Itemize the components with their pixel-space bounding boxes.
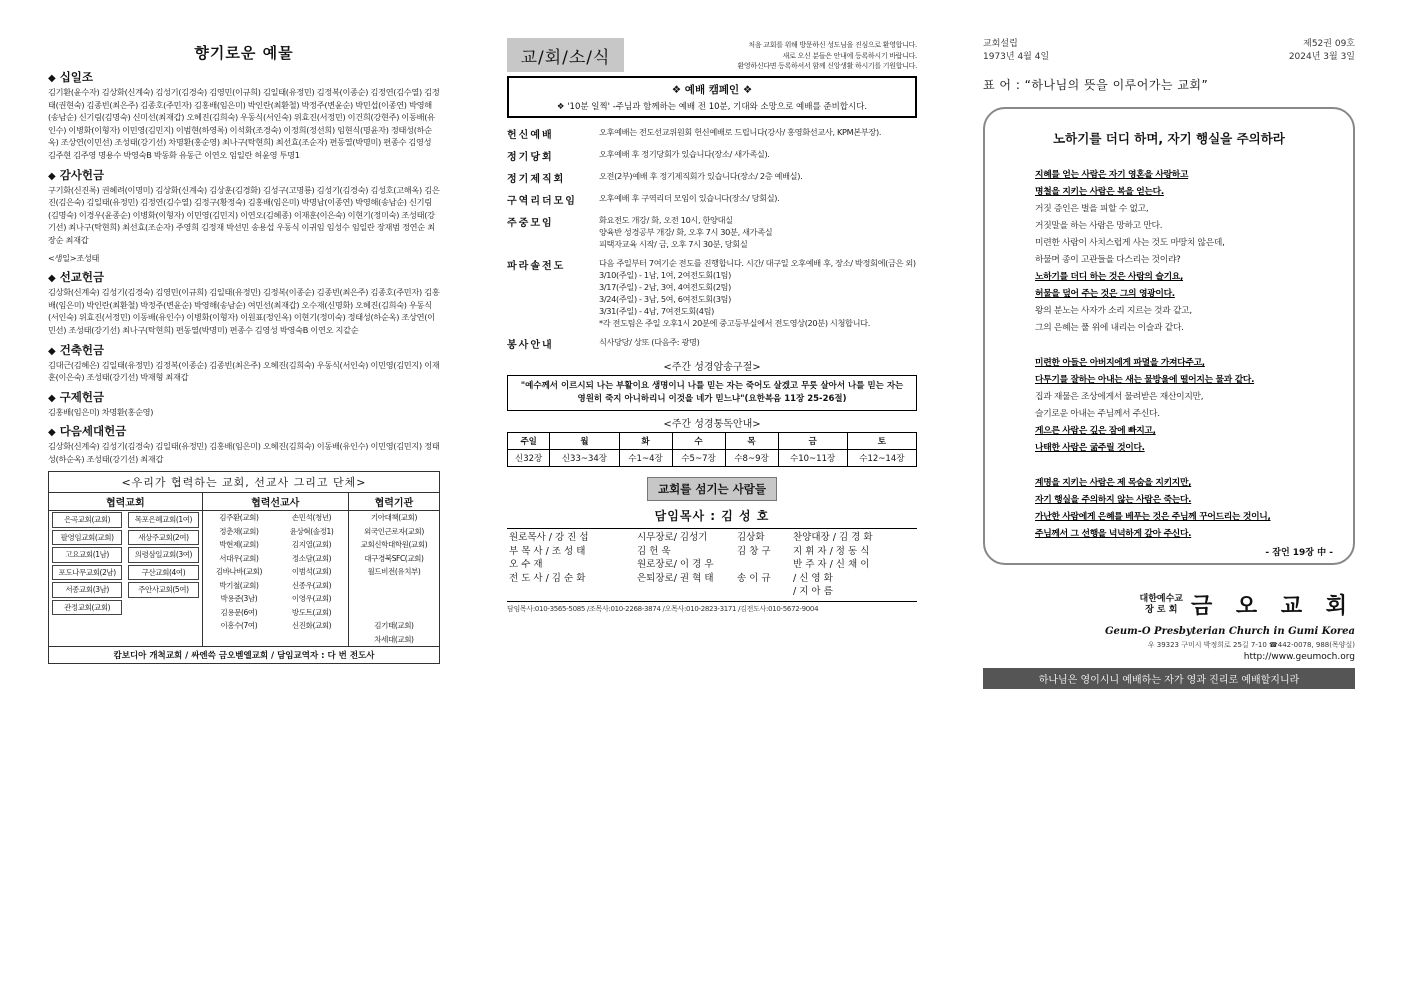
coop-entry: 방도트(교회) [291,607,332,617]
news-item [507,336,917,351]
coop-orgs [349,511,439,646]
staff-list [507,528,917,602]
news-label: 정기당회 [507,152,554,163]
offering-group [48,69,440,162]
news-content: 오전(2부)예배 후 정기제직회가 있습니다(장소/ 2층 예배실). [599,171,803,181]
coop-entry [349,592,439,606]
coop-entry: 대구경북SFC(교회) [364,553,424,563]
staff-row [509,531,915,545]
proverb-line: 허물을 덮어 주는 것은 그의 영광이다. [1035,289,1175,299]
coop-entry: 이흥수(7여) [220,621,258,631]
news-content: 오후예배는 전도선교위원회 헌신예배로 드립니다(강사/ 홍영화선교사, KPM본부장). [599,127,882,137]
coop-churches [49,511,202,616]
offering-donors: 김상화(신계숙) 김성기(김경숙) 김영민(이규희) 김일태(유정민) 김정복(이종순) 김종빈(최은주) 김종호(주민자) 김홍배(임은미) 박인란(최환철) 박정주(변윤순) 박영해(송남순) 여민선(최재갑) 오수재(신명화) 오혜진(김희숙) 우동식(서인숙) 위효진(서정민) 이동배(유인수) 이병화(이형자) 이원표(정인옥) 이현기(정미숙) 정태성(하순옥) 조상연(이민선) 조성태(강기선) 최나구(탁현희) 편동열(박명미) 편종수 김영성 박영숙B 이연오 지같순 [48,287,440,335]
coop-entry: 김기태(교회) [374,621,414,631]
coop-entry: 은곡교회(교회) [52,512,122,528]
proverb-line: 지혜를 얻는 사람은 자기 영혼을 사랑하고 [1035,170,1189,180]
staff-entry: 시무장로/ 김성기 [637,532,708,543]
reading-chapter: 수12~14장 [847,450,916,467]
proverb-line: 게으른 사람은 깊은 잠에 빠지고, [1035,426,1156,436]
proverb-line: 노하기를 더디 하는 것은 사람의 슬기요, [1035,272,1184,282]
proverb-line: 미련한 아들은 아버지에게 파멸을 가져다주고, [1035,358,1205,368]
offering-group [48,252,440,265]
proverb-line: 가난한 사람에게 은혜를 베푸는 것은 주님께 꾸어드리는 것이니, [1035,512,1271,522]
coop-entry: 포도나무교회(2남) [52,565,122,581]
news-item [507,192,917,207]
offering-list [48,69,440,465]
campaign-title: ❖ 예배 캠페인 ❖ [671,84,753,96]
proverb-line: 다투기를 잘하는 아내는 새는 물방울에 떨어지는 물과 같다. [1035,375,1255,385]
offering-name: 건축헌금 [59,342,105,357]
news-logo: 교/회/소/식 [507,38,624,72]
offering-group [48,269,440,336]
church-info [983,589,1355,662]
offering-group [48,167,440,247]
issue-date: 2024년 3월 3일 [1288,52,1355,62]
reading-chapter: 신32장 [508,450,550,467]
church-url[interactable]: http://www.geumoch.org [1243,652,1355,662]
coop-entry: 목포은혜교회(1여) [128,512,198,528]
coop-entry: 팔영임교회(교회) [52,530,122,546]
proverb-line: 집과 재물은 조상에게서 물려받은 재산이지만, [1035,392,1204,402]
coop-entry: 외국인근로자(교회) [364,526,424,536]
coop-entry: 새상주교회(2여) [128,530,198,546]
coop-entry: 이범석(교회) [291,567,332,577]
coop-entry: 박기철(교회) [219,580,259,590]
offering-group [48,389,440,419]
offering-name: 구제헌금 [59,389,105,404]
church-address: 우 39323 구미시 박정희로 25길 7-10 ☎442-0078, 988(목양실) [1147,641,1355,649]
news-item [507,148,917,163]
cover-column [983,38,1355,689]
staff-entry: 김 헌 욱 [637,545,671,557]
cooperation-box [48,471,440,664]
coop-missionaries-header: 협력선교사 [203,493,348,511]
proverb-line: 주님께서 그 선행을 넉넉하게 갚아 주신다. [1035,529,1192,539]
staff-entry: 은퇴장로/ 권 혁 태 [637,572,714,584]
staff-entry: 지 휘 자 / 정 동 식 [793,545,870,557]
offering-name: 십일조 [59,70,94,84]
coop-entry: 고요교회(1남) [52,547,122,563]
offering-name: 감사헌금 [59,167,105,182]
offering-heading [48,167,440,183]
proverb-line: 나태한 사람은 굶주릴 것이다. [1035,443,1145,453]
offering-donors: <생일>조성태 [48,252,100,263]
reading-day: 토 [847,433,916,450]
news-item [507,126,917,141]
news-content: 화요전도 개강/ 화, 오전 10시, 한양대실 양육반 성경공부 개강/ 화, 오후 7시 30분, 새가족실 피택자교육 시작/ 금, 오후 7시 30분, 당회실 [599,215,773,249]
staff-entry [737,558,793,572]
coop-entry [349,579,439,593]
proverb-line: 그의 은혜는 풀 위에 내리는 이슬과 같다. [1035,323,1184,333]
reading-day: 목 [725,433,778,450]
news-content: 오후예배 후 구역리더 모임이 있습니다(장소/ 당회실). [599,193,780,203]
coop-entry: 신진화(교회) [291,621,332,631]
servants-title: 교회를 섬기는 사람들 [647,477,777,501]
offering-name: 다음세대헌금 [59,424,127,439]
issue-number: 제52권 09호 [1303,39,1355,49]
staff-row [509,585,915,599]
proverb-line: 슬기로운 아내는 주님께서 주신다. [1035,409,1160,419]
proverb-line: 거짓말을 하는 사람은 망하고 만다. [1035,221,1163,231]
church-motto: 표 어 : “하나님의 뜻을 이루어가는 교회” [983,78,1209,92]
news-label: 헌신예배 [507,130,554,141]
proverb-title: 노하기를 더디 하며, 자기 행실을 주의하라 [1053,131,1285,146]
welcome-line: 새로 오신 분들은 안내에 등록하시기 바랍니다. [782,51,917,60]
offering-donors: 김상화(신계숙) 김성기(김경숙) 김일태(유정민) 김홍배(임은미) 오혜진(김희숙) 이동배(유인수) 이민영(김민지) 정태성(하순옥) 조성태(강기선) 최재갑 [48,441,440,464]
coop-entry: 윤상혁(솔정1) [289,526,334,536]
reading-chapter: 수5~7장 [672,450,725,467]
proverb-line: 거짓 증인은 벌을 피할 수 없고, [1035,204,1149,214]
proverb-line: 계명을 지키는 사람은 제 목숨을 지키지만, [1035,478,1192,488]
news-label: 봉사안내 [507,340,554,351]
staff-entry: / 지 아 름 [793,586,833,597]
reading-header: <주간 성경통독안내> [663,419,761,430]
news-label: 정기제직회 [507,174,566,185]
staff-entry [737,585,793,599]
coop-entry: 김바나바(교회) [215,567,262,577]
staff-row [509,572,915,586]
reading-chapter: 수8~9장 [725,450,778,467]
coop-orgs-header: 협력기관 [349,493,439,511]
reading-chapter: 수1~4장 [619,450,672,467]
news-content: 다음 주일부터 7여기순 전도를 진행합니다. 시간/ 대구일 오후예배 후, 장소/ 박정회에(금은 외) 3/10(주일) - 1남, 1여, 2여전도회(1팀) 3/17(주일) - 2남, 3여, 4여전도회(2팀) 3/24(주일) - 3남, 5여, 6여전도회(3팀) 3/31(주일) - 4남, 7여전도회(4팀) *각 전도팀은 주일 오후1시 20분에 중고등부실에서 전도영상(20분) 시청합니다. [599,258,916,328]
staff-entry [637,585,737,599]
reading-day: 월 [550,433,619,450]
cooperation-footer: 캄보디아 개척교회 / 싸엔쓱 금오벧엘교회 / 담임교역자 : 다 번 전도사 [49,646,439,663]
phone-list: 담임목사:010-3565-5085 /조목사:010-2268-3874 /오목사:010-2823-3171 /김전도사:010-5672-9004 [507,604,819,613]
diamond-icon: ◆ [48,427,56,439]
staff-entry [509,585,637,599]
staff-entry: 김 창 구 [737,545,771,557]
coop-entry: 의령삼일교회(3여) [128,547,198,563]
news-item [507,214,917,250]
proverb-box [983,107,1355,565]
coop-entry: 서종교회(3남) [52,582,122,598]
offering-donors: 김기환(윤수자) 김상화(신계숙) 김성기(김경숙) 김영민(이규희) 김일태(유정민) 김정복(이종순) 김정연(김수열) 김정태(권현숙) 김종빈(최은주) 김종호(주민자) 김홍배(임은미) 박인란(최환철) 박정주(변윤순) 박민섭(이종연) 박영해(송남순) 신기림(김명숙) 신미선(최재갑) 오혜진(김희숙) 우동식(서인숙) 위효진(서정민) 이건희(강현주) 이동배(유인수) 이병화(이형자) 이민영(김민지) 이범현(하영록) 이석화(조경숙) 이정희(정선희) 임현식(명윤자) 정태성(하순옥) 조상연(이민선) 조성태(강기선) 차명환(홍순영) 최나구(탁현희) 최선효(조순자) 편동열(박명미) 편종수 김영성 김주현 김주영 명용수 박영숙B 박동화 유동근 이연오 임일란 허윤영 투명1 [48,87,440,160]
reading-day: 화 [619,433,672,450]
coop-entry: 교회신학대학원(교회) [360,540,428,550]
news-label: 파라솔전도 [507,261,566,272]
scripture-banner: 하나님은 영이시니 예배하는 자가 영과 진리로 예배할지니라 [983,668,1355,689]
coop-entry [125,599,201,617]
coop-entry: 김지열(교회) [291,540,332,550]
staff-entry: 찬양대장 / 김 경 화 [793,532,873,543]
coop-entry [349,606,439,620]
coop-entry: 차세대(교회) [374,634,414,644]
coop-entry: 기아대책(교회) [370,513,417,523]
staff-entry: 전 도 사 / 김 순 화 [509,572,586,584]
offering-heading [48,342,440,358]
proverb-line: 자기 행실을 주의하지 않는 사람은 죽는다. [1035,495,1192,505]
founded-date: 1973년 4월 4일 [983,52,1050,62]
proverb-line: 미련한 사람이 사치스럽게 사는 것도 마땅치 않은데, [1035,238,1225,248]
offering-title: 향기로운 예물 [194,44,294,62]
reading-chapter: 수10~11장 [778,450,847,467]
coop-entry: 박현제(교회) [219,540,259,550]
denomination [1140,594,1183,616]
staff-entry: 원로장로/ 이 경 우 [637,559,714,570]
offering-name: 선교헌금 [59,270,105,285]
coop-entry: 김주환(교회) [219,513,259,523]
news-item [507,170,917,185]
staff-entry: 부 목 사 / 조 성 태 [509,545,586,557]
church-english-name: Geum-O Presbyterian Church in Gumi Korea [1104,626,1355,637]
proverb-line: 왕의 분노는 사자가 소리 지르는 것과 같고, [1035,306,1192,316]
offering-heading [48,389,440,405]
offering-group [48,423,440,465]
coop-entry: 구산교회(4여) [128,565,198,581]
staff-entry: / 신 영 화 [793,572,833,584]
coop-entry: 서대우(교회) [219,553,259,563]
staff-entry: 김상화 [737,532,765,543]
reading-table [507,432,917,467]
diamond-icon: ◆ [48,170,56,182]
staff-entry: 원로목사 / 강 진 섭 [509,532,589,543]
staff-entry: 송 이 규 [737,572,771,584]
news-content: 오후예배 후 정기당회가 있습니다(장소/ 새가족실). [599,149,770,159]
reading-day: 주일 [508,433,550,450]
diamond-icon: ◆ [48,392,56,404]
news-item [507,257,917,329]
verse-text: "예수께서 이르시되 나는 부활이요 생명이니 나를 믿는 자는 죽어도 살겠고 무릇 살아서 나를 믿는 자는 영원히 죽지 아니하리니 이것을 네가 믿느냐"(요한복음 11장 25-26절) [507,375,917,411]
diamond-icon: ◆ [48,345,56,357]
welcome-text [624,38,917,72]
diamond-icon: ◆ [48,73,56,84]
cooperation-title: <우리가 협력하는 교회, 선교사 그리고 단체> [49,472,439,493]
campaign-box [507,76,917,118]
welcome-line: 환영하신다면 등록하셔서 함께 신앙생활 하시기를 기원합니다. [737,62,917,70]
offering-donors: 김대근(김혜은) 김일태(유정민) 김정복(이종순) 김종빈(최은주) 오혜진(김희숙) 우동식(서인숙) 이민영(김민지) 이재훈(이은숙) 조성태(강기선) 박재형 최재갑 [48,359,440,383]
proverb-reference: - 잠언 19장 中 - [1265,548,1333,558]
church-name: 금 오 교 회 [1191,594,1355,619]
verse-header: <주간 성경암송구절> [663,362,761,373]
news-label: 주중모임 [507,218,554,229]
news-content: 식사당당/ 상또 (다음주: 광명) [599,337,700,347]
denomination-line: 대한예수교 [1139,593,1183,604]
offering-heading [48,423,440,439]
proverb-lines [1035,167,1333,543]
proverb-line: 명철을 지키는 사람은 복을 얻는다. [1035,187,1164,197]
staff-row [509,545,915,559]
denomination-line: 장 로 회 [1145,604,1178,615]
founded-label: 교회설립 [983,39,1018,49]
welcome-line: 처음 교회를 위해 방문하신 성도님을 진심으로 환영합니다. [748,41,917,49]
coop-entry: 관정교회(교회) [52,600,122,616]
coop-entry: 정소담(교회) [291,553,332,563]
offering-donors: 구기화(신진록) 권혜려(이명미) 김상화(신계숙) 김상훈(김경화) 김성구(고명룡) 김성기(김경숙) 김성호(고해옥) 김은진(김은숙) 김일태(유정민) 김정연(김수열) 김정구(황정숙) 김홍배(임은미) 박명남(이종연) 박영해(송남순) 신기림(김명숙) 이경우(윤종순) 이병화(이형자) 이민영(김민지) 이연오(김혜종) 이재훈(이은숙) 이현기(정미숙) 조성태(강기선) 최나구(탁현희) 최선효(조순자) 주영희 김정재 박선민 송용섭 우동식 이귀임 임성수 임일란 장재범 정연순 최장순 최재갑 [48,184,440,245]
coop-entry: 김용문(6여) [220,607,258,617]
proverb-line: 하물며 종이 고관들을 다스리는 것이랴? [1035,255,1181,265]
news-list [507,126,917,351]
coop-entry: 신종우(교회) [291,580,332,590]
coop-entry: 박용준(3남) [220,594,258,604]
news-column [507,38,917,614]
coop-missionaries [203,511,348,633]
offering-group [48,342,440,384]
senior-pastor: 담임목사 : 김 성 호 [654,509,770,523]
coop-entry: 주안사교회(5여) [128,582,198,598]
campaign-text: ❖ '10분 일찍' -주님과 함께하는 예배 전 10분, 기대와 소망으로 예배를 준비합시다. [556,102,868,112]
offering-donors: 김홍배(임은미) 차명환(홍순영) [48,406,154,417]
coop-entry: 손민석(청년) [291,513,332,523]
coop-churches-header: 협력교회 [49,493,202,511]
staff-entry: 오 수 재 [509,559,543,570]
coop-entry: 월드비전(유치부) [367,567,421,577]
diamond-icon: ◆ [48,273,56,285]
staff-row [509,558,915,572]
offering-heading [48,69,440,85]
staff-entry: 반 주 자 / 신 채 이 [793,559,870,570]
news-label: 구역리더모임 [507,196,577,207]
coop-entry: 정춘채(교회) [219,526,259,536]
coop-entry: 이영우(교회) [291,594,332,604]
reading-day: 금 [778,433,847,450]
offering-heading [48,269,440,285]
offering-column [48,38,440,664]
reading-day: 수 [672,433,725,450]
reading-chapter: 신33~34장 [550,450,619,467]
